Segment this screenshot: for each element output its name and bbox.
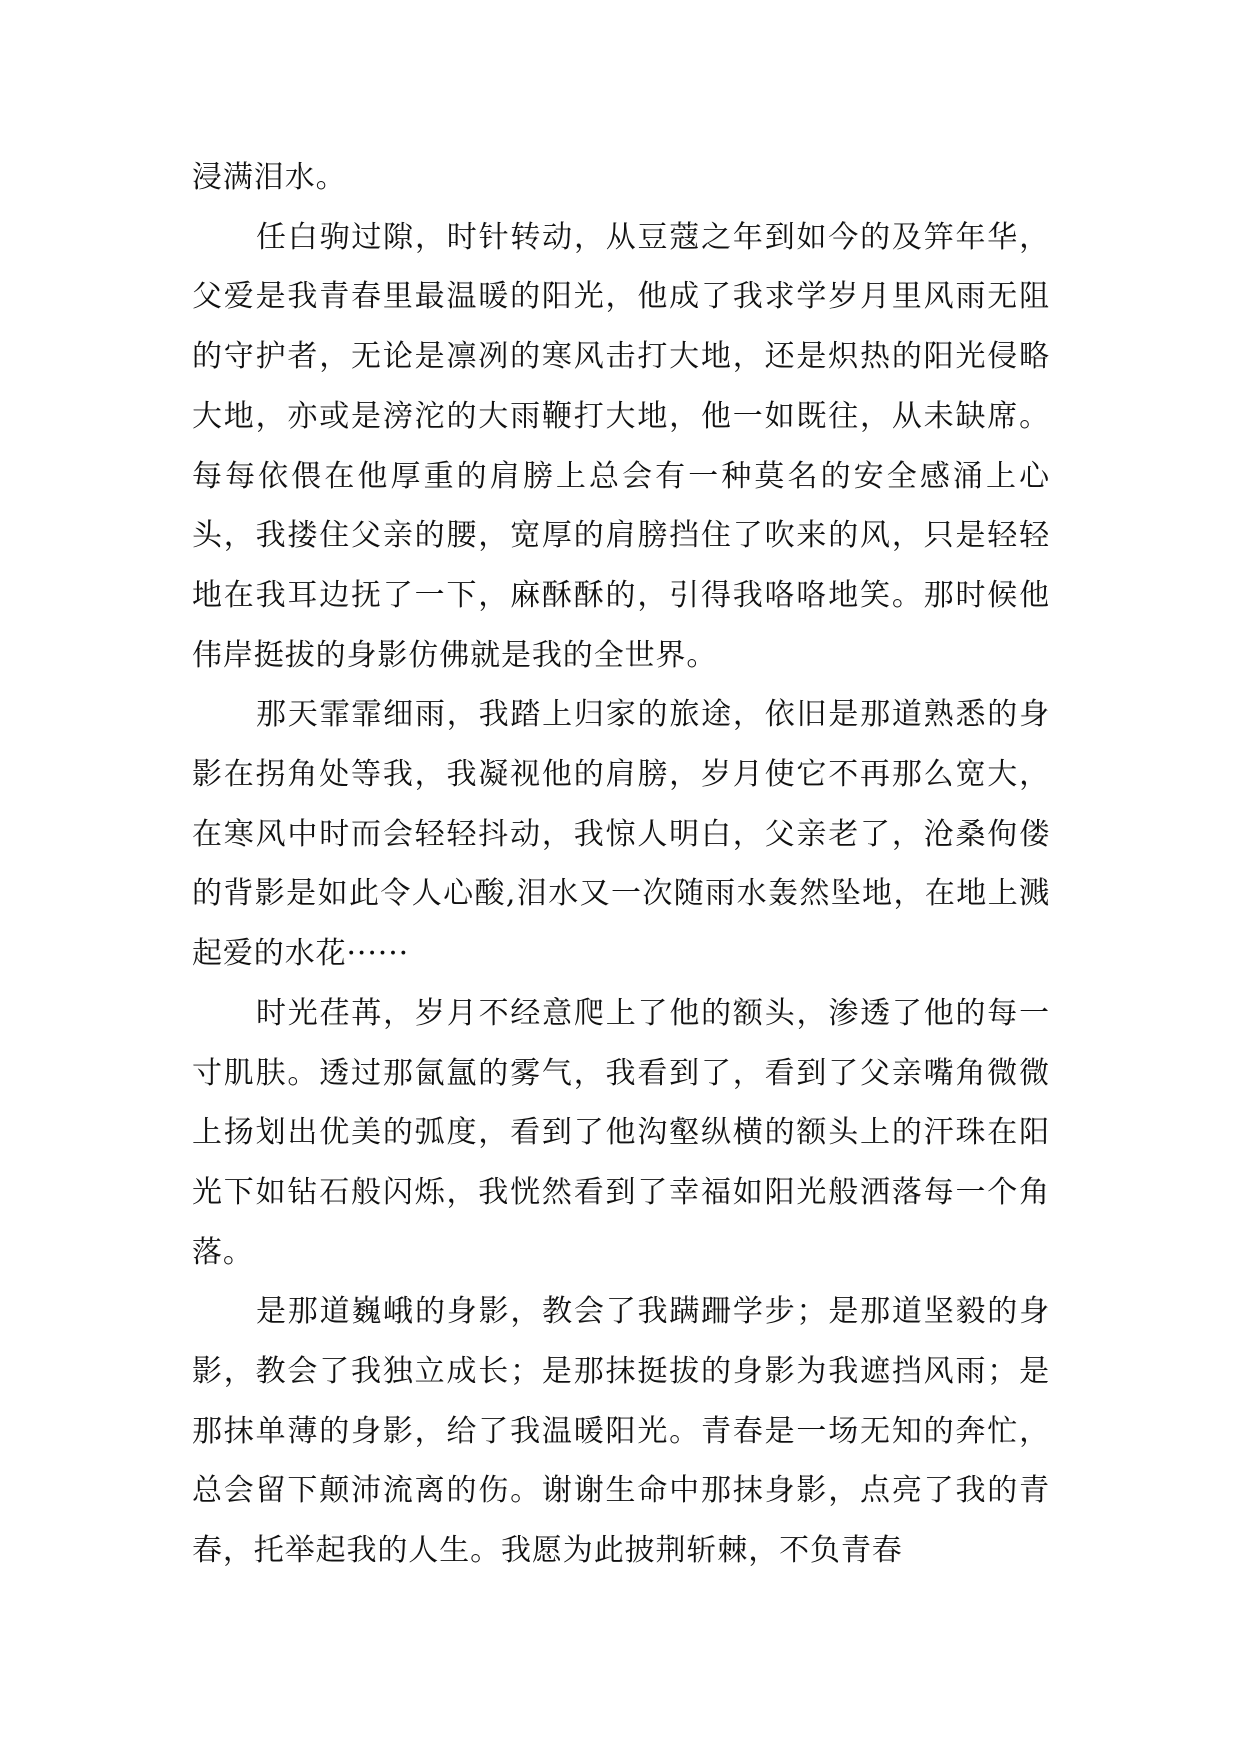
document-body [192, 148, 1050, 1581]
paragraph-1: 浸满泪水。 [192, 160, 347, 195]
paragraph-5: 是那道巍峨的身影，教会了我蹒跚学步；是那道坚毅的身影，教会了我独立成长；是那抹挺拔的身影为我遮挡风雨；是那抹单薄的身影，给了我温暖阳光。青春是一场无知的奔忙，总会留下颠沛流离的伤。谢谢生命中那抹身影，点亮了我的青春，托举起我的人生。我愿为此披荆斩棘，不负青春 [192, 1294, 1050, 1569]
paragraph-2: 任白驹过隙，时针转动，从豆蔻之年到如今的及笄年华，父爱是我青春里最温暖的阳光，他成了我求学岁月里风雨无阻的守护者，无论是凛冽的寒风击打大地，还是炽热的阳光侵略大地，亦或是滂沱的大雨鞭打大地，他一如既往，从未缺席。每每依偎在他厚重的肩膀上总会有一种莫名的安全感涌上心头，我搂住父亲的腰，宽厚的肩膀挡住了吹来的风，只是轻轻地在我耳边抚了一下，麻酥酥的，引得我咯咯地笑。那时候他伟岸挺拔的身影仿佛就是我的全世界。 [192, 219, 1050, 673]
paragraph-3: 那天霏霏细雨，我踏上归家的旅途，依旧是那道熟悉的身影在拐角处等我，我凝视他的肩膀，岁月使它不再那么宽大，在寒风中时而会轻轻抖动，我惊人明白，父亲老了，沧桑佝偻的背影是如此令人心酸,泪水又一次随雨水轰然坠地，在地上溅起爱的水花······ [192, 697, 1050, 972]
paragraph-4: 时光荏苒，岁月不经意爬上了他的额头，渗透了他的每一寸肌肤。透过那氤氲的雾气，我看到了，看到了父亲嘴角微微上扬划出优美的弧度，看到了他沟壑纵横的额头上的汗珠在阳光下如钻石般闪烁，我恍然看到了幸福如阳光般洒落每一个角落。 [192, 995, 1050, 1270]
